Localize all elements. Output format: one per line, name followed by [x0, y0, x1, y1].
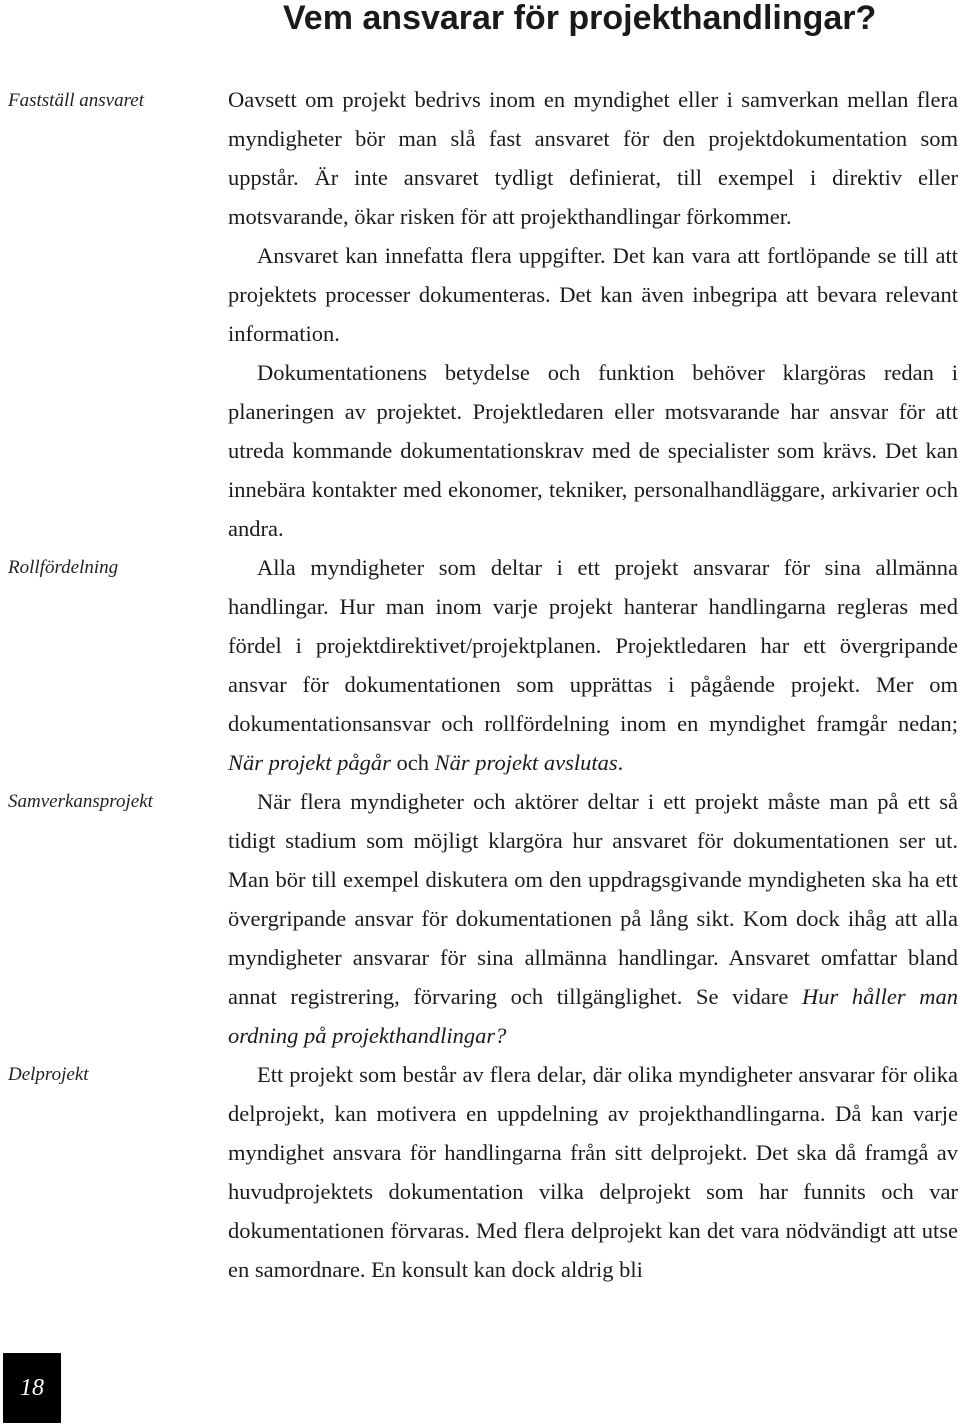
paragraph-4 — [228, 548, 958, 782]
margin-note-delprojekt: Delprojekt — [8, 1064, 89, 1085]
reference-hur-haller-man-ordning: Hur håller man ordning på projekthandlingar? — [228, 984, 959, 1048]
margin-note-samverkansprojekt: Samverkansprojekt — [8, 791, 153, 812]
paragraph-4-conjunction: och — [390, 750, 435, 775]
paragraph-4-end: . — [617, 750, 624, 775]
margin-note-rollfordelning: Rollfördelning — [8, 557, 119, 578]
body-text — [228, 80, 958, 1289]
paragraph-2: Ansvaret kan innefatta flera uppgifter. Det kan vara att fortlöpande se till att projektets processer dokumenteras. Det kan även inbegripa att bevara relevant information. — [228, 243, 958, 346]
page-title: Vem ansvarar för projekthandlingar? — [283, 0, 877, 37]
margin-note-faststall-ansvaret: Fastställ ansvaret — [8, 90, 144, 111]
paragraph-3: Dokumentationens betydelse och funktion behöver klargöras redan i planeringen av projektet. Projektledaren eller motsvarande har ansvar för att utreda kommande dokumentationskrav med de specialister som krävs. Det kan innebära kontakter med ekonomer, tekniker, personalhandläggare, arkivarier och andra. — [228, 360, 958, 541]
reference-nar-projekt-avslutas: När projekt avslutas — [434, 750, 618, 775]
paragraph-1: Oavsett om projekt bedrivs inom en myndighet eller i samverkan mellan flera myndigheter bör man slå fast ansvaret för den projektdokumentation som uppstår. Är inte ansvaret tydligt definierat, till exempel i direktiv eller motsvarande, ökar risken för att projekthandlingar förkommer. — [228, 87, 958, 229]
paragraph-6: Ett projekt som består av flera delar, där olika myndigheter ansvarar för olika delprojekt, kan motivera en uppdelning av projekthandlingarna. Då kan varje myndighet ansvara för handlingarna från sitt delprojekt. Det ska då framgå av huvudprojektets dokumentation vilka delprojekt som har funnits och var dokumentationen förvaras. Med flera delprojekt kan det vara nödvändigt att utse en samordnare. En konsult kan dock aldrig bli — [228, 1062, 958, 1282]
reference-nar-projekt-pagar: När projekt pågår — [228, 750, 391, 775]
page-number: 18 — [3, 1353, 61, 1423]
paragraph-5 — [228, 782, 958, 1055]
paragraph-5-text: När flera myndigheter och aktörer deltar i ett projekt måste man på ett så tidigt stadium som möjligt klargöra hur ansvaret för dokumentationen ser ut. Man bör till exempel diskutera om den uppdragsgivande myndigheten ska ha ett övergripande ansvar för dokumentationen på lång sikt. Kom dock ihåg att alla myndigheter ansvarar för sina allmänna handlingar. Ansvaret omfattar bland annat registrering, förvaring och tillgänglighet. Se vidare — [228, 789, 958, 1009]
paragraph-4-text: Alla myndigheter som deltar i ett projekt ansvarar för sina allmänna handlingar. Hur man inom varje projekt hanterar handlingarna regleras med fördel i projektdirektivet/projektplanen. Projektledaren har ett övergripande ansvar för dokumentationen som upprättas i pågående projekt. Mer om dokumentationsansvar och rollfördelning inom en myndighet framgår nedan; — [228, 555, 958, 736]
